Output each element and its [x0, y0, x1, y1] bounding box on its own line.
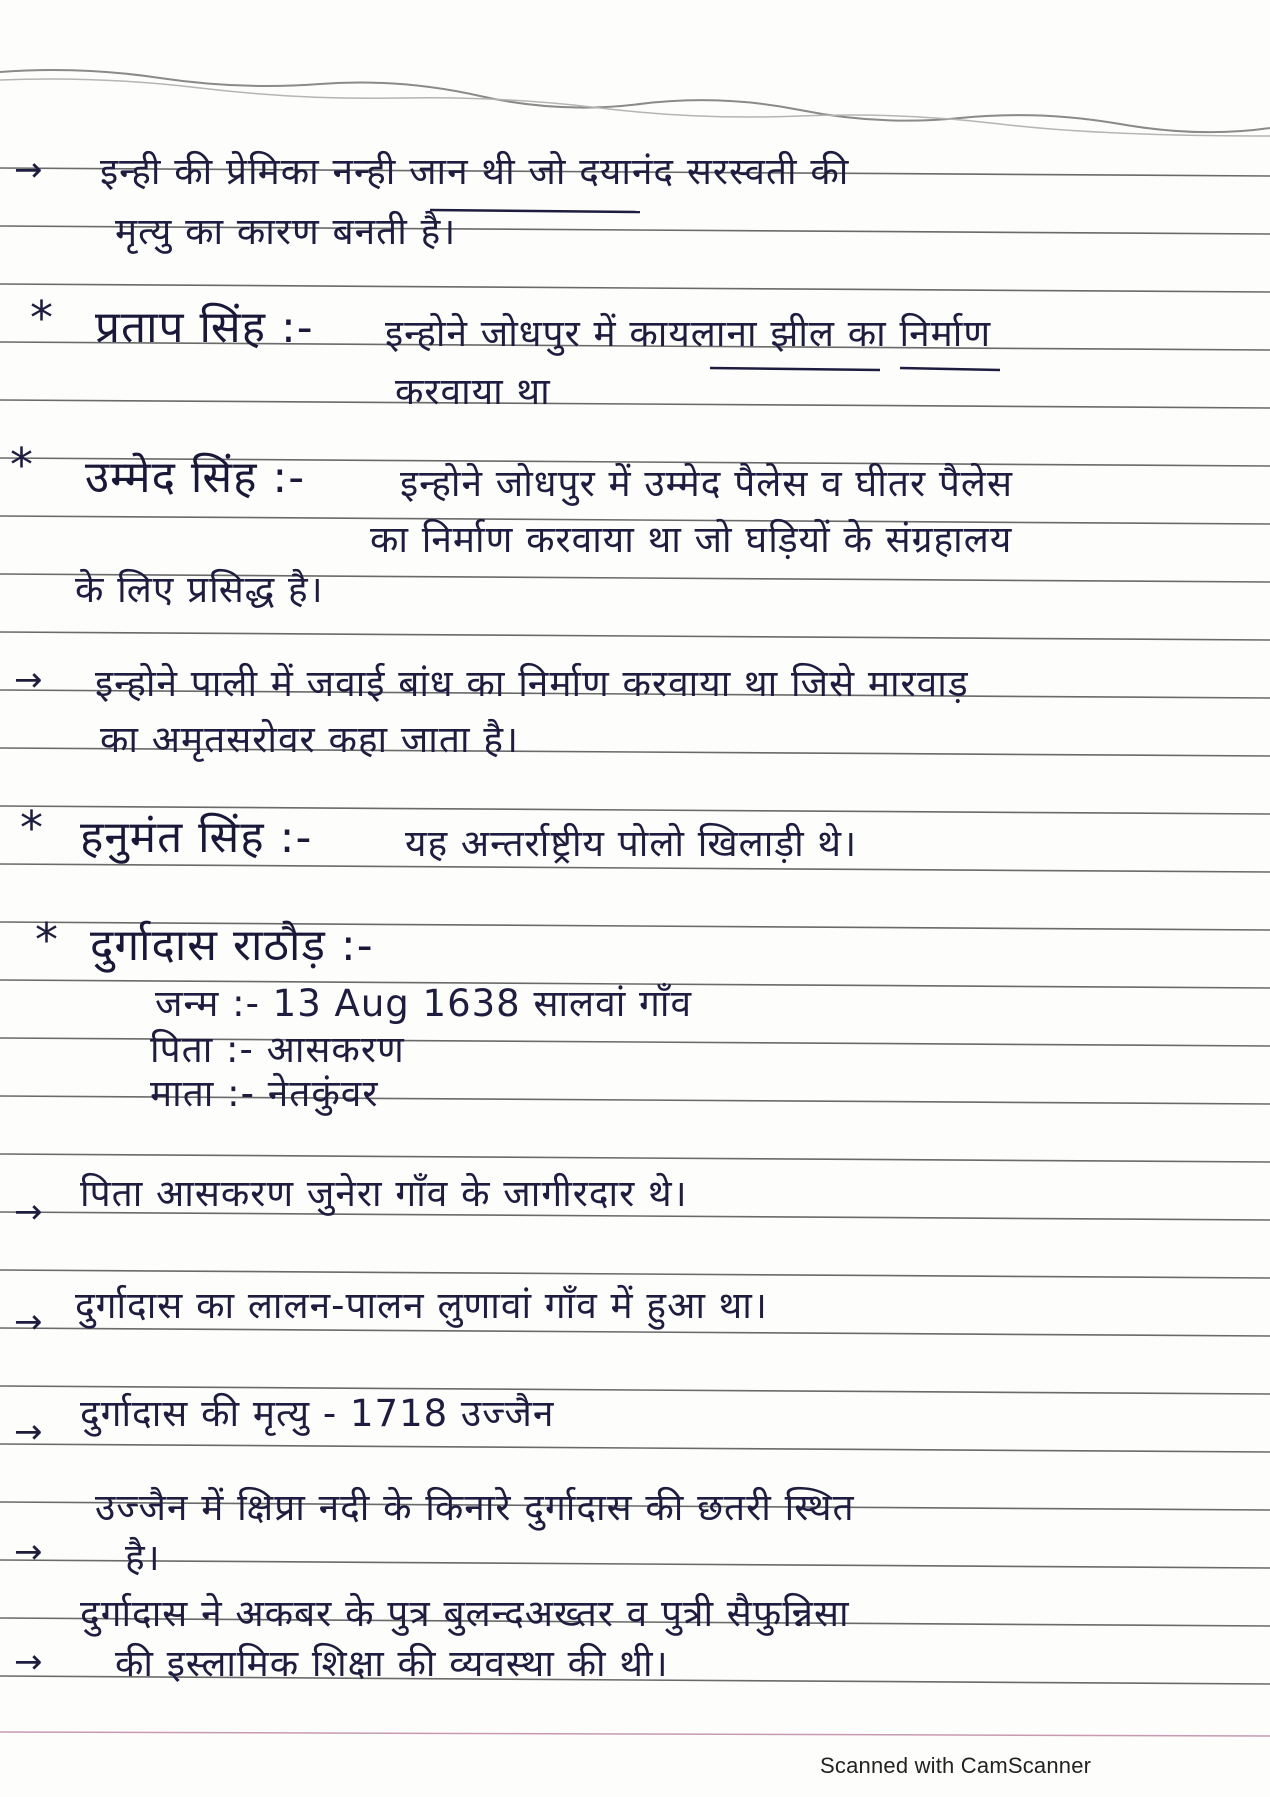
heading-durgadas-rathore: दुर्गादास राठौड़ :-: [90, 920, 374, 971]
star-bullet: *: [35, 913, 58, 967]
arrow-bullet: →: [14, 1532, 43, 1572]
father-detail: पिता :- आसकरण: [150, 1028, 405, 1071]
heading-pratap-singh: प्रताप सिंह :-: [95, 302, 314, 353]
star-bullet: *: [30, 291, 53, 345]
entry-4-line-1: इन्होने पाली में जवाई बांध का निर्माण करवाया था जिसे मारवाड़: [95, 662, 969, 705]
entry-9-line-1: दुर्गादास की मृत्यु - 1718 उज्जैन: [80, 1392, 555, 1435]
entry-2-line-2: करवाया था: [395, 370, 551, 413]
camscanner-watermark: Scanned with CamScanner: [820, 1753, 1092, 1778]
arrow-bullet: →: [14, 1642, 43, 1682]
arrow-bullet: →: [14, 660, 43, 700]
entry-3-line-3: के लिए प्रसिद्ध है।: [75, 568, 324, 611]
bottom-margin-rule: [0, 1732, 1270, 1736]
entry-1-line-1: इन्ही की प्रेमिका नन्ही जान थी जो दयानंद सरस्वती की: [100, 150, 850, 193]
torn-top-edge: [0, 70, 1270, 132]
heading-ummed-singh: उम्मेद सिंह :-: [85, 452, 306, 503]
entry-10-line-1: उज्जैन में क्षिप्रा नदी के किनारे दुर्गादास की छतरी स्थित: [95, 1486, 855, 1529]
arrow-bullet: →: [14, 1192, 43, 1232]
birth-detail: जन्म :- 13 Aug 1638 सालवां गाँव: [155, 982, 693, 1025]
entry-7-line-1: पिता आसकरण जुनेरा गाँव के जागीरदार थे।: [80, 1172, 688, 1215]
entry-3-line-1: इन्होने जोधपुर में उम्मेद पैलेस व घीतर पैलेस: [400, 462, 1013, 505]
heading-hanumant-singh: हनुमंत सिंह :-: [80, 812, 313, 863]
entry-8-line-1: दुर्गादास का लालन-पालन लुणावां गाँव में हुआ था।: [75, 1284, 768, 1327]
arrow-bullet: →: [14, 150, 43, 190]
entry-11-line-1: दुर्गादास ने अकबर के पुत्र बुलन्दअख्तर व पुत्री सैफुन्निसा: [80, 1592, 850, 1635]
entry-5-line-1: यह अन्तर्राष्ट्रीय पोलो खिलाड़ी थे।: [405, 822, 858, 865]
arrow-bullet: →: [14, 1412, 43, 1452]
entry-4-line-2: का अमृतसरोवर कहा जाता है।: [100, 718, 519, 761]
entry-11-line-2: की इस्लामिक शिक्षा की व्यवस्था की थी।: [115, 1642, 669, 1685]
entry-1-line-2: मृत्यु का कारण बनती है।: [115, 210, 457, 253]
entry-2-line-1: इन्होने जोधपुर में कायलाना झील का निर्माण: [385, 312, 992, 355]
arrow-bullet: →: [14, 1302, 43, 1342]
entry-10-line-2: है।: [125, 1536, 161, 1579]
entry-3-line-2: का निर्माण करवाया था जो घड़ियों के संग्रहालय: [370, 518, 1013, 561]
star-bullet: *: [10, 438, 33, 492]
mother-detail: माता :- नेतकुंवर: [150, 1072, 379, 1115]
star-bullet: *: [20, 801, 43, 855]
